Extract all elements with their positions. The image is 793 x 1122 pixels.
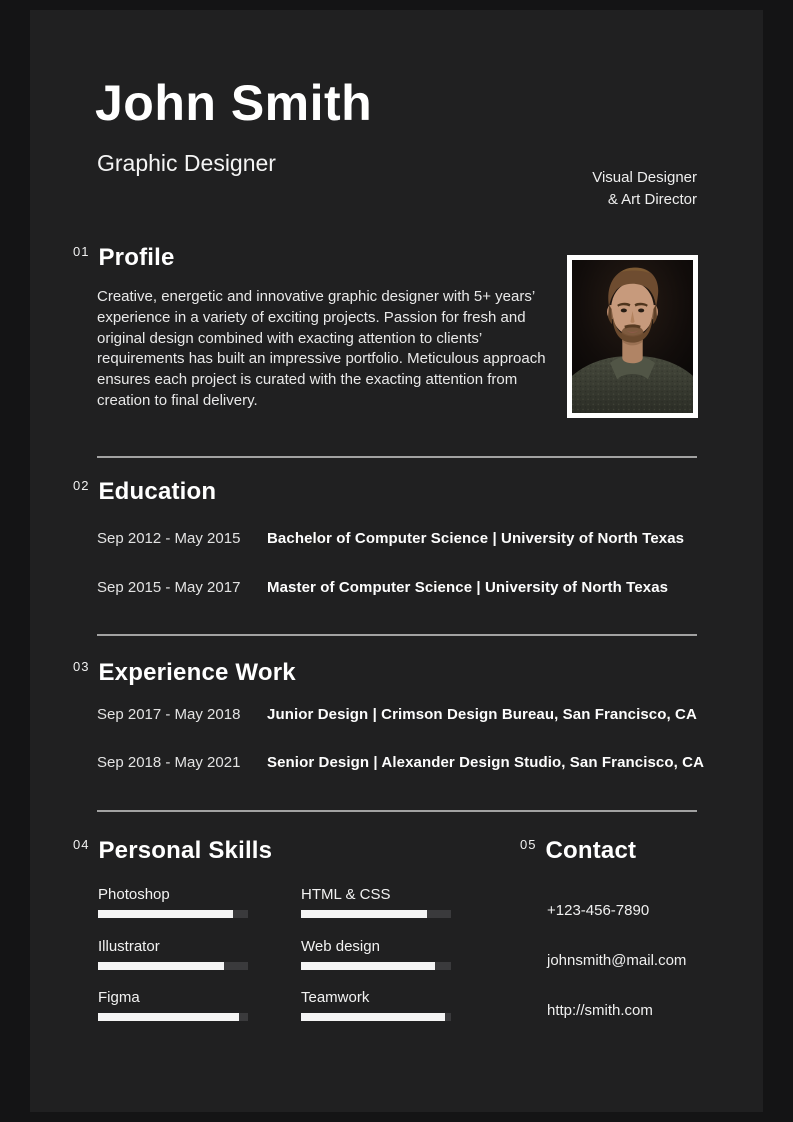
experience-row xyxy=(97,705,707,724)
education-row xyxy=(97,529,707,548)
skill-label: Figma xyxy=(98,989,140,1006)
contact-website[interactable]: http://smith.com xyxy=(547,1002,653,1019)
experience-detail: Junior Design | Crimson Design Bureau, San Francisco, CA xyxy=(267,706,697,723)
skill-label: HTML & CSS xyxy=(301,886,391,903)
experience-dates: Sep 2018 - May 2021 xyxy=(97,754,241,771)
contact-email[interactable]: johnsmith@mail.com xyxy=(547,952,687,969)
skill-bar-fill xyxy=(301,962,435,970)
contact-section-heading xyxy=(520,838,636,864)
skills-section-heading xyxy=(73,838,272,864)
skill-bar xyxy=(301,910,451,918)
education-section-number: 02 xyxy=(73,478,90,493)
profile-section-number: 01 xyxy=(73,244,90,259)
divider xyxy=(97,456,697,458)
skill-bar-fill xyxy=(98,910,233,918)
profile-section-title: Profile xyxy=(98,244,175,271)
skills-section-title: Personal Skills xyxy=(98,837,273,864)
skill-bar-fill xyxy=(301,1013,445,1021)
skills-section-number: 04 xyxy=(73,837,90,852)
experience-row xyxy=(97,753,707,772)
skill-item xyxy=(98,886,250,918)
skill-bar-fill xyxy=(301,910,427,918)
skill-item xyxy=(98,989,250,1021)
divider xyxy=(97,810,697,812)
skill-bar xyxy=(301,1013,451,1021)
divider xyxy=(97,634,697,636)
experience-dates: Sep 2017 - May 2018 xyxy=(97,706,241,723)
contact-phone[interactable]: +123-456-7890 xyxy=(547,902,650,919)
profile-summary: Creative, energetic and innovative graphic designer with 5+ years’ experience in a variety of exciting projects. Passion for fresh and original design combined with exacting attention to clients’ requirements has built an impressive portfolio. Meticulous approach ensures each project is curated with the exacting attention from creation to final delivery. xyxy=(97,288,546,409)
skill-bar-fill xyxy=(98,962,224,970)
contact-section-title: Contact xyxy=(545,837,637,864)
resume-page xyxy=(30,10,763,1112)
experience-detail: Senior Design | Alexander Design Studio, San Francisco, CA xyxy=(267,754,705,771)
profile-section-heading xyxy=(73,245,175,271)
skill-bar-fill xyxy=(98,1013,239,1021)
experience-section-title: Experience Work xyxy=(98,659,296,686)
experience-section-heading xyxy=(73,660,296,686)
education-section-title: Education xyxy=(98,478,217,505)
skill-bar xyxy=(98,910,248,918)
education-detail: Master of Computer Science | University of North Texas xyxy=(267,579,669,596)
portrait-illustration xyxy=(572,260,693,413)
skill-label: Illustrator xyxy=(98,938,160,955)
skill-bar xyxy=(301,962,451,970)
experience-section-number: 03 xyxy=(73,659,90,674)
skill-item xyxy=(301,938,453,970)
skill-label: Web design xyxy=(301,938,380,955)
skill-label: Photoshop xyxy=(98,886,170,903)
skill-bar xyxy=(98,1013,248,1021)
education-dates: Sep 2012 - May 2015 xyxy=(97,530,241,547)
person-job-title: Graphic Designer xyxy=(97,150,276,176)
skill-label: Teamwork xyxy=(301,989,370,1006)
education-dates: Sep 2015 - May 2017 xyxy=(97,579,241,596)
person-name: John Smith xyxy=(95,75,373,131)
skill-item xyxy=(301,886,453,918)
education-row xyxy=(97,578,707,597)
skill-bar xyxy=(98,962,248,970)
tagline xyxy=(592,167,697,210)
education-section-heading xyxy=(73,479,216,505)
skill-item xyxy=(301,989,453,1021)
skill-item xyxy=(98,938,250,970)
contact-section-number: 05 xyxy=(520,837,537,852)
tagline-line-1: Visual Designer xyxy=(592,169,697,186)
education-detail: Bachelor of Computer Science | University of North Texas xyxy=(267,530,685,547)
profile-photo xyxy=(567,255,698,418)
tagline-line-2: & Art Director xyxy=(607,190,697,208)
